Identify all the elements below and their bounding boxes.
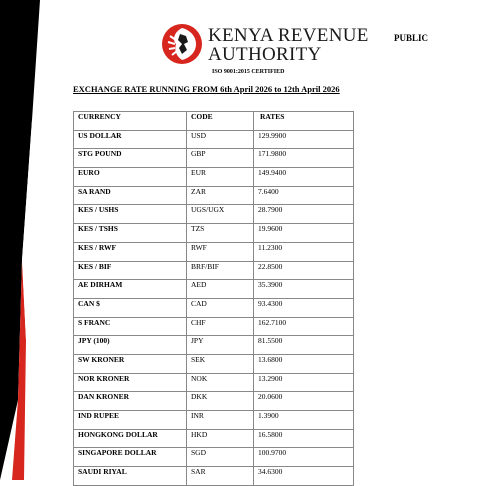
- code-cell: AED: [187, 280, 254, 299]
- table-row: [74, 467, 354, 486]
- table-row: [74, 373, 354, 392]
- column-header-currency: CURRENCY: [74, 112, 187, 131]
- org-name-line2: AUTHORITY: [208, 44, 322, 65]
- table-row: [74, 168, 354, 187]
- rate-cell: 19.9600: [254, 224, 354, 243]
- rate-cell: 171.9800: [254, 149, 354, 168]
- code-cell: SGD: [187, 448, 254, 467]
- table-row: [74, 392, 354, 411]
- rate-cell: 16.5800: [254, 429, 354, 448]
- table-row: [74, 298, 354, 317]
- table-row: [74, 205, 354, 224]
- iso-certification: ISO 9001:2015 CERTIFIED: [212, 69, 285, 75]
- table-row: [74, 149, 354, 168]
- table-row: [74, 354, 354, 373]
- code-cell: ZAR: [187, 186, 254, 205]
- currency-cell: KES / BIF: [74, 261, 187, 280]
- exchange-rate-table: [73, 111, 354, 486]
- code-cell: GBP: [187, 149, 254, 168]
- code-cell: DKK: [187, 392, 254, 411]
- table-header-row: [74, 112, 354, 131]
- currency-cell: KES / USHS: [74, 205, 187, 224]
- rate-cell: 35.3900: [254, 280, 354, 299]
- code-cell: TZS: [187, 224, 254, 243]
- code-cell: HKD: [187, 429, 254, 448]
- rate-cell: 13.2900: [254, 373, 354, 392]
- currency-cell: KES / RWF: [74, 242, 187, 261]
- table-row: [74, 280, 354, 299]
- code-cell: NOK: [187, 373, 254, 392]
- table-row: [74, 186, 354, 205]
- table-row: [74, 261, 354, 280]
- currency-cell: JPY (100): [74, 336, 187, 355]
- rate-cell: 7.6400: [254, 186, 354, 205]
- code-cell: INR: [187, 411, 254, 430]
- rate-cell: 100.9700: [254, 448, 354, 467]
- rate-cell: 162.7100: [254, 317, 354, 336]
- currency-cell: STG POUND: [74, 149, 187, 168]
- code-cell: CAD: [187, 298, 254, 317]
- kra-logo: [160, 20, 369, 72]
- rate-cell: 93.4300: [254, 298, 354, 317]
- currency-cell: KES / TSHS: [74, 224, 187, 243]
- currency-cell: US DOLLAR: [74, 130, 187, 149]
- code-cell: BRF/BIF: [187, 261, 254, 280]
- code-cell: SEK: [187, 354, 254, 373]
- rate-cell: 81.5500: [254, 336, 354, 355]
- currency-cell: SINGAPORE DOLLAR: [74, 448, 187, 467]
- rate-cell: 22.8500: [254, 261, 354, 280]
- currency-cell: SAUDI RIYAL: [74, 467, 187, 486]
- code-cell: SAR: [187, 467, 254, 486]
- table-row: [74, 448, 354, 467]
- currency-cell: S FRANC: [74, 317, 187, 336]
- currency-cell: AE DIRHAM: [74, 280, 187, 299]
- lion-emblem-icon: [160, 22, 204, 66]
- table-row: [74, 130, 354, 149]
- code-cell: CHF: [187, 317, 254, 336]
- currency-cell: EURO: [74, 168, 187, 187]
- classification-label: PUBLIC: [394, 33, 429, 43]
- rate-cell: 129.9900: [254, 130, 354, 149]
- rate-cell: 1.3900: [254, 411, 354, 430]
- column-header-rates: RATES: [254, 112, 354, 131]
- currency-cell: SA RAND: [74, 186, 187, 205]
- table-row: [74, 429, 354, 448]
- table-row: [74, 411, 354, 430]
- table-row: [74, 336, 354, 355]
- code-cell: EUR: [187, 168, 254, 187]
- currency-cell: HONGKONG DOLLAR: [74, 429, 187, 448]
- table-row: [74, 242, 354, 261]
- rate-cell: 28.7900: [254, 205, 354, 224]
- rate-cell: 20.0600: [254, 392, 354, 411]
- table-row: [74, 317, 354, 336]
- currency-cell: DAN KRONER: [74, 392, 187, 411]
- document-heading: EXCHANGE RATE RUNNING FROM 6th April 2026 to 12th April 2026: [73, 84, 340, 94]
- decorative-side-stripe: [0, 0, 40, 480]
- currency-cell: SW KRONER: [74, 354, 187, 373]
- rate-cell: 13.6800: [254, 354, 354, 373]
- column-header-code: CODE: [187, 112, 254, 131]
- code-cell: RWF: [187, 242, 254, 261]
- rate-cell: 34.6300: [254, 467, 354, 486]
- code-cell: USD: [187, 130, 254, 149]
- table-row: [74, 224, 354, 243]
- rate-cell: 11.2300: [254, 242, 354, 261]
- code-cell: UGS/UGX: [187, 205, 254, 224]
- code-cell: JPY: [187, 336, 254, 355]
- currency-cell: NOR KRONER: [74, 373, 187, 392]
- org-name-line1: KENYA REVENUE: [208, 25, 369, 46]
- rate-cell: 149.9400: [254, 168, 354, 187]
- currency-cell: IND RUPEE: [74, 411, 187, 430]
- currency-cell: CAN $: [74, 298, 187, 317]
